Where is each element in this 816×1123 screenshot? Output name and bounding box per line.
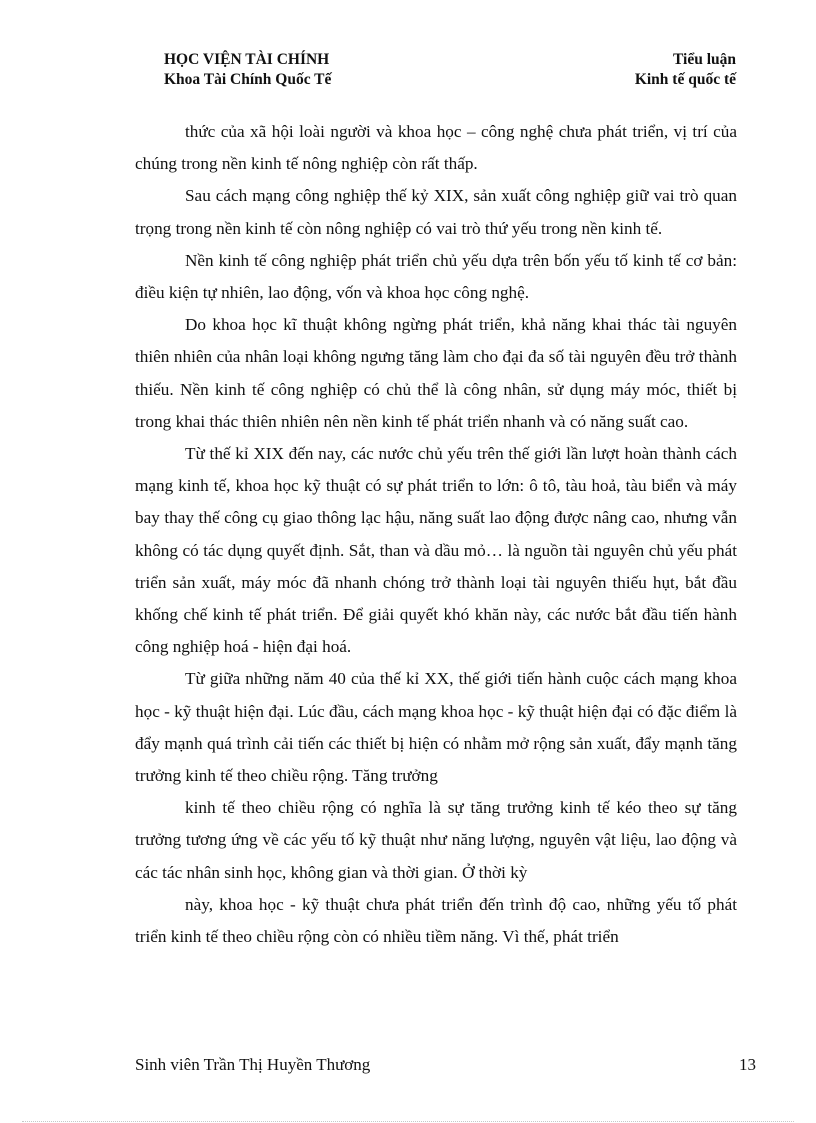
header-institution bbox=[164, 50, 331, 90]
document-type: Tiểu luận bbox=[672, 51, 736, 68]
paragraph: kinh tế theo chiều rộng có nghĩa là sự tăng trưởng kinh tế kéo theo sự tăng trưởng tương ứng về các yếu tố kỹ thuật như năng lượng, nguyên vật liệu, lao động và các tác nhân sinh học, không gian và thời gian. Ở thời kỳ bbox=[135, 798, 737, 882]
paragraph: Sau cách mạng công nghiệp thế kỷ XIX, sản xuất công nghiệp giữ vai trò quan trọng trong nền kinh tế còn nông nghiệp có vai trò thứ yếu trong nền kinh tế. bbox=[135, 186, 737, 238]
paragraph: Từ giữa những năm 40 của thế kỉ XX, thế giới tiến hành cuộc cách mạng khoa học - kỹ thuật hiện đại. Lúc đầu, cách mạng khoa học - kỹ thuật hiện đại có đặc điểm là đẩy mạnh quá trình cải tiến các thiết bị hiện có nhằm mở rộng sản xuất, đẩy mạnh tăng trưởng kinh tế theo chiều rộng. Tăng trưởng bbox=[135, 669, 737, 786]
page-bottom-divider bbox=[22, 1121, 794, 1122]
body-text bbox=[135, 116, 737, 953]
paragraph: này, khoa học - kỹ thuật chưa phát triển đến trình độ cao, những yếu tố phát triển kinh tế theo chiều rộng còn có nhiều tiềm năng. Vì thế, phát triển bbox=[135, 894, 737, 947]
footer-author: Sinh viên Trần Thị Huyền Thương bbox=[135, 1055, 371, 1074]
subject-name: Kinh tế quốc tế bbox=[634, 71, 736, 88]
faculty-name: Khoa Tài Chính Quốc Tế bbox=[164, 71, 332, 88]
paragraph: thức của xã hội loài người và khoa học – công nghệ chưa phát triển, vị trí của chúng trong nền kinh tế nông nghiệp còn rất thấp. bbox=[135, 122, 737, 174]
paragraph: Từ thế kỉ XIX đến nay, các nước chủ yếu trên thế giới lần lượt hoàn thành cách mạng kinh tế, khoa học kỹ thuật có sự phát triển to lớn: ô tô, tàu hoả, tàu biển và máy bay thay thế công cụ giao thông lạc hậu, năng suất lao động được nâng cao, nhưng vẫn không có tác dụng quyết định. Sắt, than và dầu mỏ… là nguồn tài nguyên chủ yếu phát triển sản xuất, máy móc đã nhanh chóng trở thành loại tài nguyên thiếu hụt, bắt đầu khống chế kinh tế phát triển. Để giải quyết khó khăn này, các nước bắt đầu tiến hành công nghiệp hoá - hiện đại hoá. bbox=[135, 444, 737, 657]
paragraph: Nền kinh tế công nghiệp phát triển chủ yếu dựa trên bốn yếu tố kinh tế cơ bản: điều kiện tự nhiên, lao động, vốn và khoa học công nghệ. bbox=[135, 250, 737, 303]
institution-name: HỌC VIỆN TÀI CHÍNH bbox=[164, 51, 330, 68]
page-number: 13 bbox=[739, 1055, 756, 1074]
paragraph: Do khoa học kĩ thuật không ngừng phát triển, khả năng khai thác tài nguyên thiên nhiên của nhân loại không ngưng tăng làm cho đại đa số tài nguyên đều trở thành thiếu. Nền kinh tế công nghiệp có chủ thể là công nhân, sử dụng máy móc, thiết bị trong khai thác thiên nhiên nên nền kinh tế phát triển nhanh và có năng suất cao. bbox=[135, 315, 737, 431]
header-document-type bbox=[635, 50, 736, 90]
